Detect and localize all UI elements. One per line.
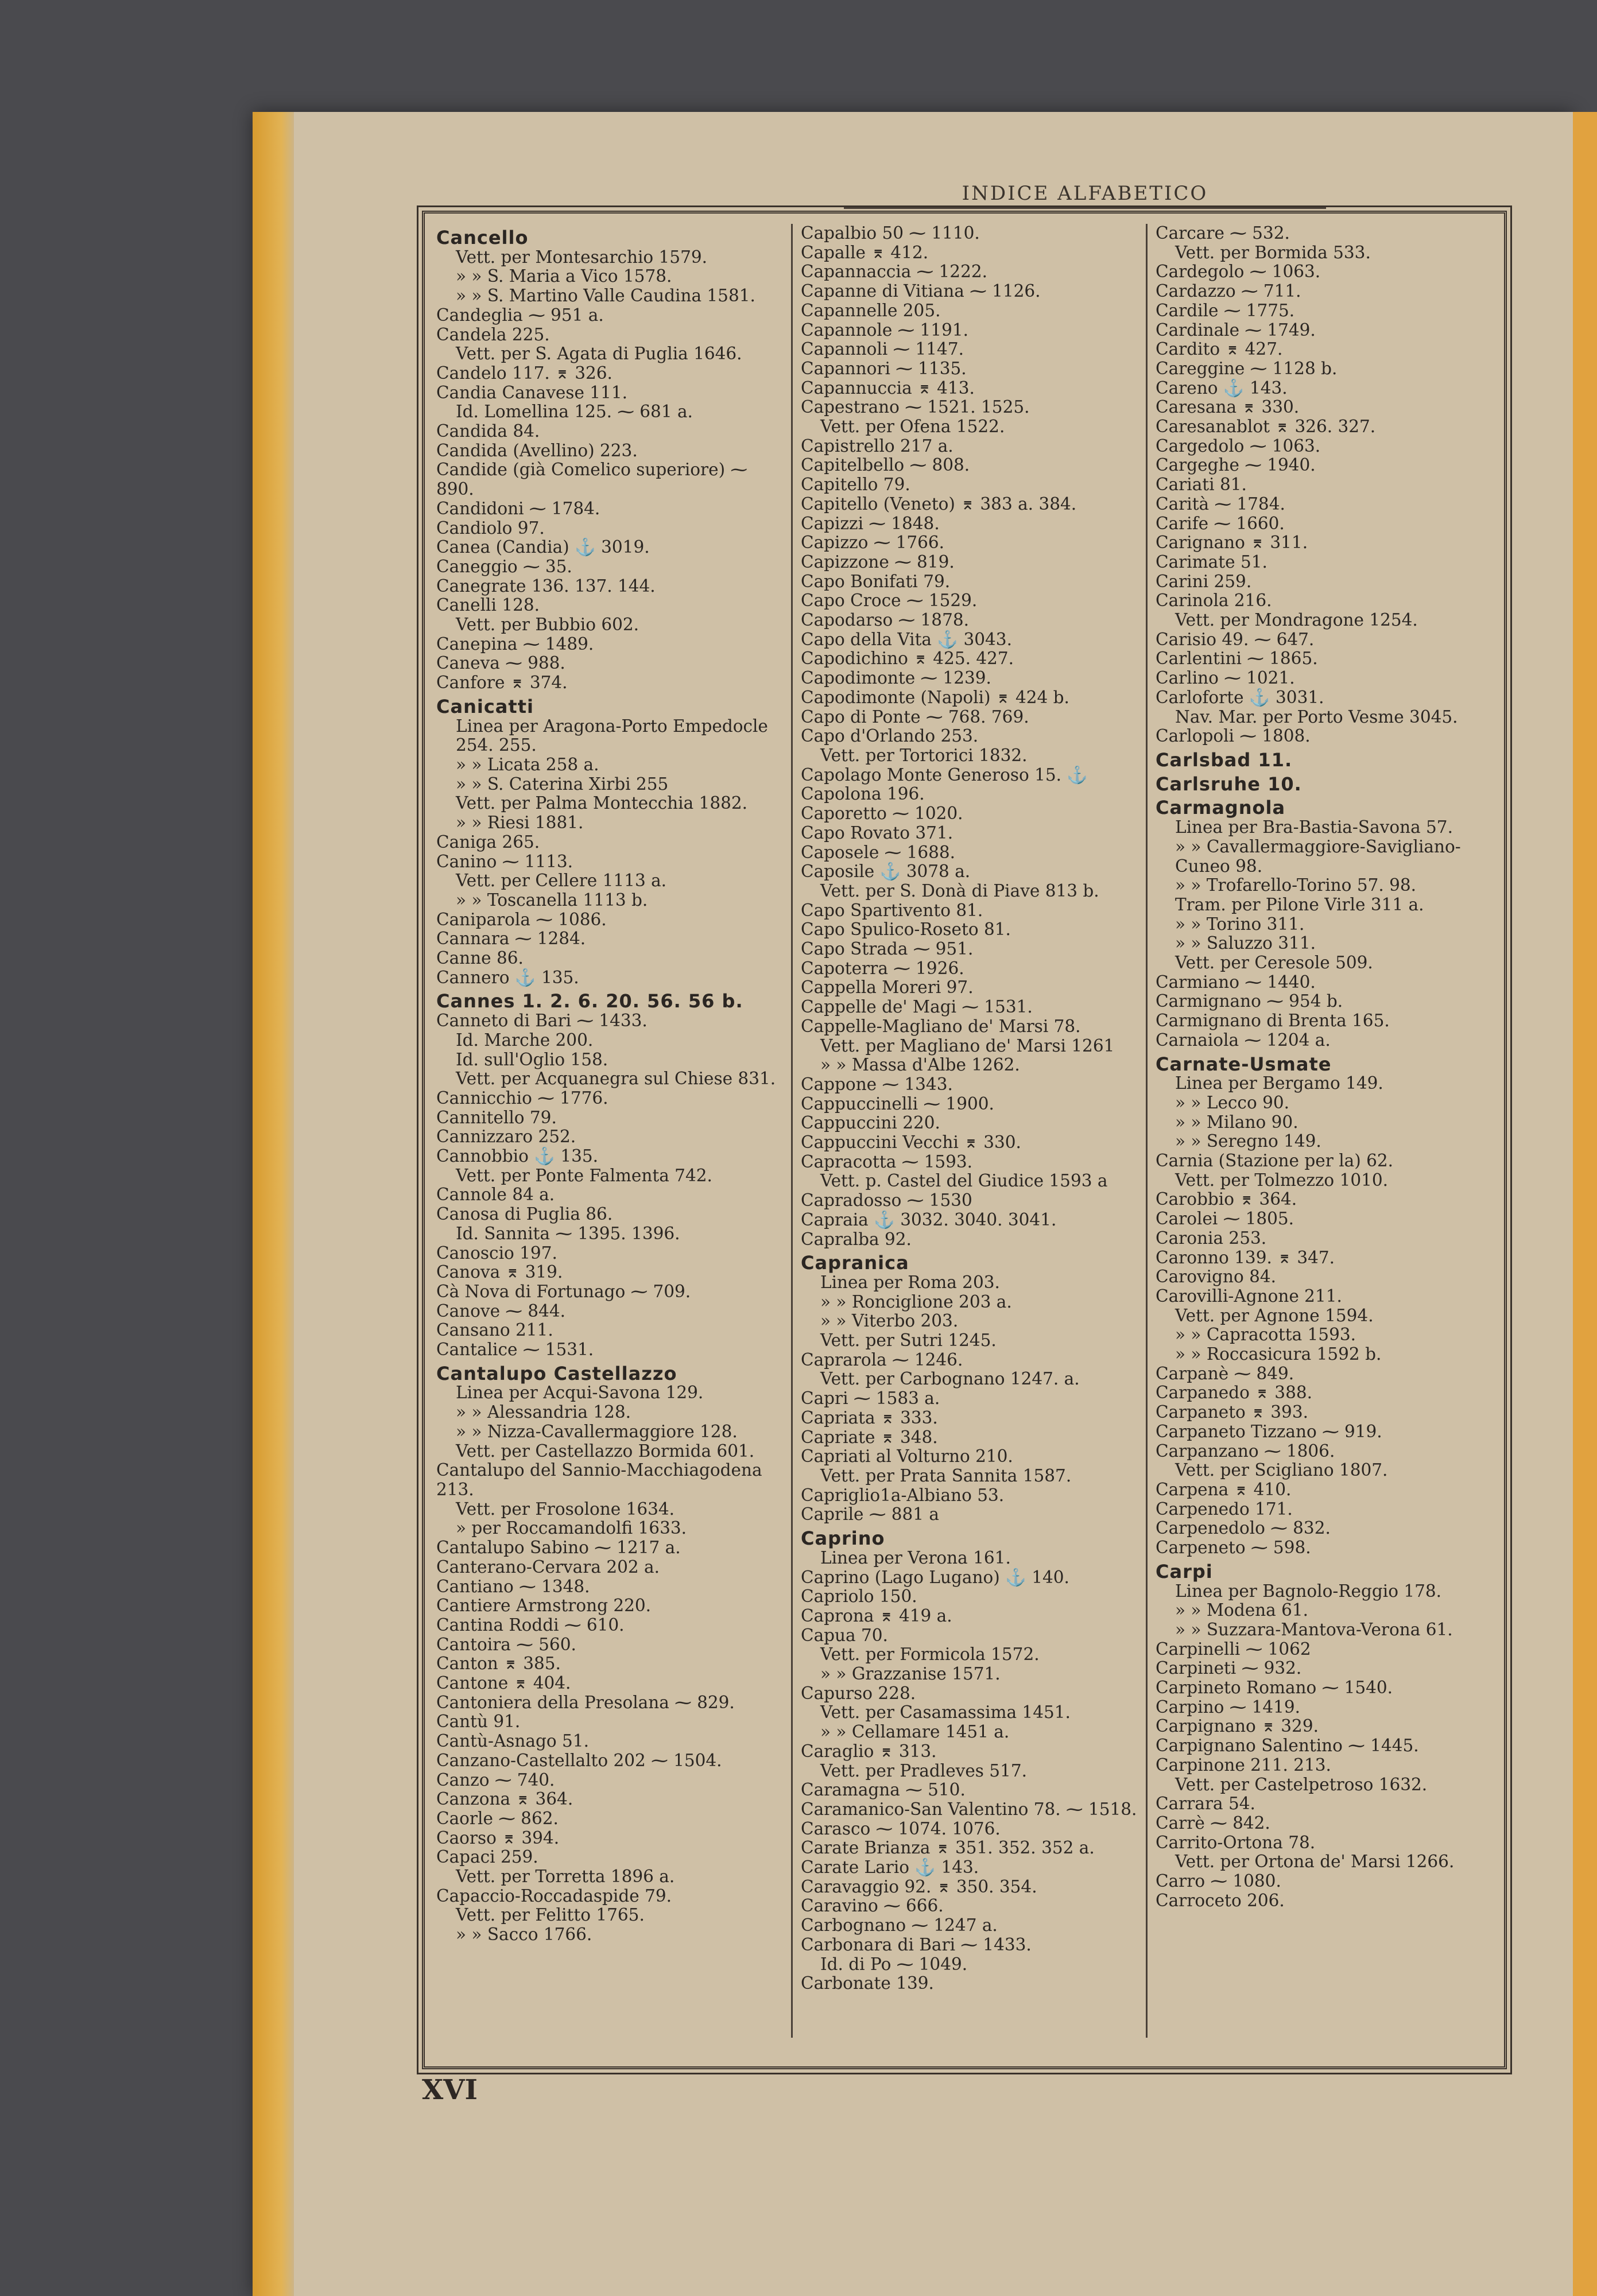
index-entry: Cardinale ⁓ 1749.	[1156, 320, 1316, 340]
index-entry: Caramanico-San Valentino 78. ⁓ 1518.	[801, 1799, 1137, 1819]
index-entry: Cannitello 79.	[436, 1107, 557, 1127]
index-entry: Carrito-Ortona 78.	[1156, 1832, 1316, 1852]
index-entry: » » Trofarello-Torino 57. 98.	[1175, 875, 1417, 895]
index-entry: Canea (Candia) ⚓ 3019.	[436, 537, 650, 557]
index-heading: Cantalupo Castellazzo	[436, 1362, 677, 1384]
index-entry: Caravaggio 92. ⌆ 350. 354.	[801, 1876, 1037, 1896]
index-entry: Capodarso ⁓ 1878.	[801, 610, 969, 630]
index-entry: Cardito ⌆ 427.	[1156, 339, 1283, 359]
index-entry: Vett. per Frosolone 1634.	[456, 1499, 675, 1519]
index-entry: Capizzi ⁓ 1848.	[801, 513, 940, 533]
index-entry: Capodimonte (Napoli) ⌆ 424 b.	[801, 687, 1069, 707]
index-entry: Capolago Monte Generoso 15. ⚓	[801, 765, 1088, 785]
index-entry: » » Suzzara-Mantova-Verona 61.	[1175, 1619, 1453, 1639]
index-entry: Capradosso ⁓ 1530	[801, 1190, 972, 1211]
index-entry: Vett. per Castelpetroso 1632.	[1175, 1774, 1428, 1794]
index-entry: Vett. per Magliano de' Marsi 1261	[820, 1035, 1115, 1056]
index-entry: Carpaneto Tizzano ⁓ 919.	[1156, 1421, 1382, 1441]
index-entry: Cannara ⁓ 1284.	[436, 929, 586, 949]
index-entry: Carate Lario ⚓ 143.	[801, 1857, 979, 1878]
index-entry: Caronno 139. ⌆ 347.	[1156, 1247, 1335, 1267]
index-entry: Carrara 54.	[1156, 1794, 1255, 1814]
index-heading: Cancello	[436, 227, 529, 249]
index-entry: Carloforte ⚓ 3031.	[1156, 687, 1324, 707]
index-entry: Vett. per S. Donà di Piave 813 b.	[820, 881, 1099, 901]
index-entry: Capracotta ⁓ 1593.	[801, 1151, 973, 1172]
index-entry: » » Toscanella 1113 b.	[456, 890, 648, 910]
index-entry: Vett. per Carbognano 1247. a.	[820, 1369, 1080, 1389]
index-heading: Carlsruhe 10.	[1156, 773, 1302, 795]
index-entry: » » Ronciglione 203 a.	[820, 1292, 1012, 1312]
index-entry: Cà Nova di Fortunago ⁓ 709.	[436, 1281, 691, 1301]
index-entry: Carlopoli ⁓ 1808.	[1156, 726, 1311, 746]
index-entry: Carcare ⁓ 532.	[1156, 223, 1290, 243]
index-entry: Candide (già Comelico superiore) ⁓ 890.	[436, 460, 748, 499]
index-entry: Canove ⁓ 844.	[436, 1301, 565, 1321]
index-entry: Capri ⁓ 1583 a.	[801, 1389, 940, 1409]
index-entry: Carpanè ⁓ 849.	[1156, 1363, 1294, 1383]
index-entry: Caprona ⌆ 419 a.	[801, 1605, 952, 1626]
index-entry: Capo Croce ⁓ 1529.	[801, 591, 978, 611]
index-entry: Capo di Ponte ⁓ 768. 769.	[801, 707, 1029, 727]
index-entry: Canzona ⌆ 364.	[436, 1789, 573, 1809]
index-entry: Vett. per Ponte Falmenta 742.	[456, 1165, 712, 1185]
index-entry: » » Lecco 90.	[1175, 1092, 1289, 1112]
index-entry: Canneto di Bari ⁓ 1433.	[436, 1011, 648, 1031]
index-entry: Cantalice ⁓ 1531.	[436, 1340, 594, 1360]
index-entry: Canova ⌆ 319.	[436, 1262, 563, 1282]
index-entry: Carovilli-Agnone 211.	[1156, 1286, 1342, 1306]
index-entry: » » Alessandria 128.	[456, 1402, 631, 1422]
index-entry: » » S. Maria a Vico 1578.	[456, 266, 672, 286]
index-entry: Vett. per Ortona de' Marsi 1266.	[1175, 1852, 1455, 1872]
index-entry: Tram. per Pilone Virle 311 a.	[1175, 894, 1424, 914]
index-entry: Capitello (Veneto) ⌆ 383 a. 384.	[801, 494, 1077, 514]
index-entry: Capannole ⁓ 1191.	[801, 320, 968, 340]
index-entry: Carroceto 206.	[1156, 1890, 1285, 1910]
index-entry: Caravino ⁓ 666.	[801, 1896, 944, 1916]
index-entry: Carmiano ⁓ 1440.	[1156, 972, 1316, 992]
index-entry: Capo Spartivento 81.	[801, 900, 983, 920]
index-entry: Id. di Po ⁓ 1049.	[820, 1954, 968, 1974]
index-entry: Capolona 196.	[801, 784, 925, 804]
index-heading: Capranica	[801, 1252, 909, 1274]
index-entry: Canosa di Puglia 86.	[436, 1204, 613, 1224]
index-entry: » » S. Martino Valle Caudina 1581.	[456, 286, 755, 306]
index-entry: Caneva ⁓ 988.	[436, 653, 565, 673]
index-entry: » » Riesi 1881.	[456, 813, 584, 833]
index-entry: Carpinelli ⁓ 1062	[1156, 1639, 1311, 1659]
index-entry: Caramagna ⁓ 510.	[801, 1780, 966, 1800]
index-entry: Carpignano ⌆ 329.	[1156, 1716, 1319, 1736]
index-entry: » » S. Caterina Xirbi 255	[456, 774, 669, 794]
index-entry: Vett. per Cellere 1113 a.	[456, 871, 667, 891]
index-entry: Carnaiola ⁓ 1204 a.	[1156, 1030, 1331, 1050]
index-entry: Capannuccia ⌆ 413.	[801, 378, 975, 398]
index-entry: » » Torino 311.	[1175, 914, 1305, 934]
index-entry: Caprarola ⁓ 1246.	[801, 1349, 963, 1370]
index-entry: » » Saluzzo 311.	[1175, 933, 1316, 953]
index-entry: Caneggio ⁓ 35.	[436, 556, 572, 576]
index-entry: Capralba 92.	[801, 1229, 912, 1249]
index-entry: Carpinone 211. 213.	[1156, 1755, 1331, 1775]
index-heading: Canicatti	[436, 695, 534, 718]
index-entry: Vett. per Palma Montecchia 1882.	[456, 793, 747, 813]
index-entry: Carpanzano ⁓ 1806.	[1156, 1441, 1335, 1461]
index-entry: Carignano ⌆ 311.	[1156, 533, 1308, 553]
index-entry: Carovigno 84.	[1156, 1267, 1277, 1287]
page-header: INDICE ALFABETICO	[844, 182, 1326, 209]
index-entry: Vett. per Casamassima 1451.	[820, 1702, 1071, 1723]
index-entry: Cantalupo Sabino ⁓ 1217 a.	[436, 1538, 681, 1558]
index-heading: Carlsbad 11.	[1156, 748, 1293, 771]
index-entry: Carpenedolo ⁓ 832.	[1156, 1518, 1331, 1538]
index-entry: Carpanedo ⌆ 388.	[1156, 1383, 1312, 1403]
index-column-3	[1146, 224, 1500, 2038]
index-entry: » » Modena 61.	[1175, 1600, 1309, 1620]
index-entry: Capalle ⌆ 412.	[801, 242, 929, 262]
index-entry: Carini 259.	[1156, 571, 1252, 591]
index-entry: Cantina Roddi ⁓ 610.	[436, 1615, 625, 1635]
index-entry: » » Milano 90.	[1175, 1112, 1298, 1132]
index-entry: Linea per Bagnolo-Reggio 178.	[1175, 1581, 1442, 1601]
index-entry: Caniga 265.	[436, 832, 540, 852]
index-entry: Canoscio 197.	[436, 1243, 557, 1263]
index-entry: Cantalupo del Sannio-Macchiagodena 213.	[436, 1460, 762, 1499]
index-entry: Vett. per Castellazzo Bormida 601.	[456, 1441, 755, 1461]
index-entry: Capaccio-Roccadaspide 79.	[436, 1886, 672, 1906]
index-entry: Canegrate 136. 137. 144.	[436, 576, 656, 596]
index-entry: Carpaneto ⌆ 393.	[1156, 1402, 1308, 1422]
index-entry: Capoterra ⁓ 1926.	[801, 958, 964, 978]
index-entry: Vett. per Ofena 1522.	[820, 417, 1005, 437]
index-entry: Vett. per Formicola 1572.	[820, 1645, 1040, 1665]
index-entry: Cannobbio ⚓ 135.	[436, 1146, 599, 1166]
index-entry: Carisio 49. ⁓ 647.	[1156, 629, 1315, 649]
index-entry: Vett. per Pradleves 517.	[820, 1760, 1027, 1781]
index-entry: Capriata ⌆ 333.	[801, 1407, 938, 1428]
index-entry: Linea per Roma 203.	[820, 1272, 1000, 1292]
index-entry: Carasco ⁓ 1074. 1076.	[801, 1818, 1001, 1839]
index-entry: Careggine ⁓ 1128 b.	[1156, 358, 1338, 378]
index-entry: Cargeghe ⁓ 1940.	[1156, 455, 1316, 475]
index-entry: Cardazzo ⁓ 711.	[1156, 281, 1301, 301]
index-entry: Capriglio1a-Albiano 53.	[801, 1485, 1005, 1505]
index-entry: Cantone ⌆ 404.	[436, 1673, 571, 1693]
index-entry: Candeglia ⁓ 951 a.	[436, 305, 604, 325]
index-entry: Cariati 81.	[1156, 475, 1247, 495]
index-entry: Capannori ⁓ 1135.	[801, 358, 967, 378]
index-entry: Vett. per Ceresole 509.	[1175, 953, 1373, 973]
index-entry: Cansano 211.	[436, 1320, 553, 1340]
index-entry: Carpineto Romano ⁓ 1540.	[1156, 1678, 1393, 1698]
index-entry: Id. Sannita ⁓ 1395. 1396.	[456, 1223, 680, 1243]
index-entry: Carlino ⁓ 1021.	[1156, 668, 1295, 688]
index-heading: Carnate-Usmate	[1156, 1053, 1332, 1075]
index-entry: Vett. per Torretta 1896 a.	[456, 1867, 675, 1887]
index-entry: Cannicchio ⁓ 1776.	[436, 1088, 608, 1108]
index-entry: Capizzo ⁓ 1766.	[801, 533, 945, 553]
index-entry: Canepina ⁓ 1489.	[436, 634, 594, 654]
index-entry: Capodimonte ⁓ 1239.	[801, 668, 991, 688]
index-entry: Capistrello 217 a.	[801, 436, 953, 456]
index-column-2	[791, 224, 1139, 2038]
index-entry: Carolei ⁓ 1805.	[1156, 1209, 1294, 1229]
index-entry: Vett. per Agnone 1594.	[1175, 1305, 1374, 1325]
index-entry: » » Massa d'Albe 1262.	[820, 1055, 1020, 1075]
index-entry: Linea per Verona 161.	[820, 1548, 1011, 1568]
index-entry: Id. sull'Oglio 158.	[456, 1049, 608, 1069]
index-entry: » per Roccamandolfi 1633.	[456, 1518, 687, 1538]
index-entry: Capestrano ⁓ 1521. 1525.	[801, 397, 1030, 417]
index-entry: Canne 86.	[436, 948, 524, 968]
book-page	[253, 112, 1573, 2296]
index-entry: Canterano-Cervara 202 a.	[436, 1557, 660, 1577]
index-entry: Vett. per Scigliano 1807.	[1175, 1460, 1388, 1480]
index-entry: Id. Lomellina 125. ⁓ 681 a.	[456, 402, 693, 422]
index-entry: Vett. per Tortorici 1832.	[820, 745, 1028, 765]
index-entry: Vett. per Bormida 533.	[1175, 242, 1371, 262]
index-entry: Caraglio ⌆ 313.	[801, 1741, 937, 1761]
index-entry: Carpenedo 171.	[1156, 1499, 1293, 1519]
index-entry: Capo Strada ⁓ 951.	[801, 939, 974, 959]
index-entry: Capannaccia ⁓ 1222.	[801, 262, 987, 282]
index-heading: Carpi	[1156, 1560, 1213, 1583]
index-frame	[422, 211, 1507, 2069]
index-entry: Capriate ⌆ 348.	[801, 1427, 938, 1447]
index-heading: Caprino	[801, 1527, 885, 1550]
index-entry: Carnia (Stazione per la) 62.	[1156, 1151, 1394, 1171]
index-entry: Cannizzaro 252.	[436, 1127, 576, 1147]
index-entry: Caorso ⌆ 394.	[436, 1828, 560, 1848]
index-entry: Capitelbello ⁓ 808.	[801, 455, 970, 475]
index-heading: Cannes 1. 2. 6. 20. 56. 56 b.	[436, 990, 743, 1013]
index-entry: » » Capracotta 1593.	[1175, 1325, 1356, 1345]
index-entry: Vett. per Montesarchio 1579.	[456, 247, 707, 267]
index-entry: Carate Brianza ⌆ 351. 352. 352 a.	[801, 1838, 1095, 1858]
index-entry: Carife ⁓ 1660.	[1156, 513, 1285, 533]
index-entry: Cardegolo ⁓ 1063.	[1156, 262, 1321, 282]
index-entry: » » Licata 258 a.	[456, 754, 599, 774]
index-entry: Capitello 79.	[801, 475, 910, 495]
index-entry: Cappone ⁓ 1343.	[801, 1074, 953, 1094]
index-heading: Carmagnola	[1156, 797, 1286, 819]
index-entry: Canfore ⌆ 374.	[436, 673, 568, 693]
index-entry: Capurso 228.	[801, 1683, 916, 1703]
index-entry: Caposile ⚓ 3078 a.	[801, 862, 971, 882]
index-entry: Capannoli ⁓ 1147.	[801, 339, 964, 359]
index-entry: Caniparola ⁓ 1086.	[436, 909, 607, 929]
index-entry: » » Cellamare 1451 a.	[820, 1722, 1010, 1742]
index-entry: Candia Canavese 111.	[436, 382, 627, 402]
index-entry: Cappelle-Magliano de' Marsi 78.	[801, 1016, 1081, 1036]
index-entry: Capo Rovato 371.	[801, 823, 953, 843]
index-entry: Vett. per Tolmezzo 1010.	[1175, 1170, 1389, 1190]
index-entry: Capannelle 205.	[801, 300, 941, 320]
index-entry: Vett. per Bubbio 602.	[456, 615, 639, 635]
index-entry: Careno ⚓ 143.	[1156, 378, 1288, 398]
index-entry: Cantiere Armstrong 220.	[436, 1596, 652, 1616]
index-entry: Id. Marche 200.	[456, 1030, 594, 1050]
index-entry: » » Roccasicura 1592 b.	[1175, 1344, 1382, 1364]
index-entry: Canton ⌆ 385.	[436, 1654, 561, 1674]
index-entry: Cappuccini Vecchi ⌆ 330.	[801, 1133, 1021, 1153]
index-entry: Capraia ⚓ 3032. 3040. 3041.	[801, 1209, 1057, 1230]
index-entry: Linea per Acqui-Savona 129.	[456, 1383, 704, 1403]
index-entry: Canzo ⁓ 740.	[436, 1770, 555, 1790]
index-entry: Cantù-Asnago 51.	[436, 1731, 589, 1751]
index-entry: Capriati al Volturno 210.	[801, 1446, 1013, 1467]
index-entry: Capalbio 50 ⁓ 1110.	[801, 223, 980, 243]
index-entry: Capo d'Orlando 253.	[801, 726, 979, 746]
index-entry: Canelli 128.	[436, 595, 540, 615]
index-entry: Capaci 259.	[436, 1847, 538, 1867]
index-entry: Carimate 51.	[1156, 552, 1267, 572]
index-entry: Vett. p. Castel del Giudice 1593 a	[820, 1171, 1108, 1191]
page-edge	[1573, 112, 1597, 2296]
index-entry: Carpino ⁓ 1419.	[1156, 1697, 1301, 1717]
index-entry: Carobbio ⌆ 364.	[1156, 1189, 1297, 1209]
index-entry: Cantoniera della Presolana ⁓ 829.	[436, 1692, 735, 1712]
index-entry: Candidoni ⁓ 1784.	[436, 498, 600, 518]
index-entry: Carmignano di Brenta 165.	[1156, 1011, 1390, 1031]
index-entry: Nav. Mar. per Porto Vesme 3045.	[1175, 707, 1458, 727]
index-entry: Cantoira ⁓ 560.	[436, 1634, 576, 1654]
index-entry: Linea per Bra-Bastia-Savona 57.	[1175, 817, 1453, 837]
index-entry: Linea per Bergamo 149.	[1175, 1073, 1383, 1093]
index-entry: Capo Spulico-Roseto 81.	[801, 920, 1011, 940]
index-entry: Linea per Aragona-Porto Empedocle 254. 255.	[456, 716, 768, 755]
index-entry: Caposele ⁓ 1688.	[801, 842, 956, 862]
index-entry: » » Seregno 149.	[1175, 1131, 1321, 1151]
index-entry: Caprile ⁓ 881 a	[801, 1504, 939, 1525]
index-entry: Candela 225.	[436, 324, 550, 344]
index-entry: Carlentini ⁓ 1865.	[1156, 649, 1318, 669]
index-entry: Caresanablot ⌆ 326. 327.	[1156, 417, 1376, 437]
index-column-1	[436, 224, 775, 1945]
index-entry: Capua 70.	[801, 1625, 888, 1645]
index-entry: Carpena ⌆ 410.	[1156, 1480, 1292, 1499]
index-entry: Cappella Moreri 97.	[801, 978, 974, 998]
index-entry: Vett. per S. Agata di Puglia 1646.	[456, 344, 742, 364]
index-entry: Carità ⁓ 1784.	[1156, 494, 1285, 514]
index-entry: Carpignano Salentino ⁓ 1445.	[1156, 1736, 1419, 1756]
index-entry: Vett. per Sutri 1245.	[820, 1331, 997, 1351]
index-entry: Candida 84.	[436, 421, 540, 441]
index-entry: Capo della Vita ⚓ 3043.	[801, 629, 1012, 649]
index-entry: Caresana ⌆ 330.	[1156, 397, 1300, 417]
index-entry: Canino ⁓ 1113.	[436, 851, 573, 871]
index-entry: Cappuccini 220.	[801, 1113, 940, 1133]
index-entry: Carrè ⁓ 842.	[1156, 1813, 1270, 1833]
index-entry: Capodichino ⌆ 425. 427.	[801, 649, 1014, 669]
index-entry: Cappelle de' Magi ⁓ 1531.	[801, 997, 1033, 1017]
index-entry: Capizzone ⁓ 819.	[801, 552, 955, 572]
index-entry: Candida (Avellino) 223.	[436, 440, 638, 460]
index-entry: Cannero ⚓ 135.	[436, 967, 579, 987]
index-entry: Vett. per Prata Sannita 1587.	[820, 1466, 1072, 1486]
index-entry: Caorle ⁓ 862.	[436, 1808, 559, 1828]
index-entry: » » Grazzanise 1571.	[820, 1664, 1001, 1684]
index-entry: Carro ⁓ 1080.	[1156, 1871, 1281, 1891]
index-entry: Vett. per Mondragone 1254.	[1175, 610, 1418, 630]
index-entry: Carpineti ⁓ 932.	[1156, 1658, 1302, 1678]
index-entry: Canzano-Castellalto 202 ⁓ 1504.	[436, 1750, 722, 1770]
index-entry: Cannole 84 a.	[436, 1185, 555, 1205]
index-entry: Carbognano ⁓ 1247 a.	[801, 1915, 998, 1936]
index-entry: Vett. per Acquanegra sul Chiese 831.	[456, 1069, 776, 1089]
index-entry: Caronia 253.	[1156, 1228, 1267, 1248]
index-entry: » » Cavallermaggiore-Savigliano-Cuneo 98.	[1175, 836, 1461, 876]
index-entry: Capo Bonifati 79.	[801, 571, 951, 591]
page-number: XVI	[422, 2074, 478, 2106]
index-entry: Cardile ⁓ 1775.	[1156, 300, 1295, 320]
index-entry: » » Viterbo 203.	[820, 1311, 959, 1331]
index-entry: Carmignano ⁓ 954 b.	[1156, 991, 1343, 1011]
index-entry: Carbonate 139.	[801, 1973, 934, 1994]
index-entry: Cargedolo ⁓ 1063.	[1156, 436, 1321, 456]
index-entry: Cappuccinelli ⁓ 1900.	[801, 1093, 994, 1114]
index-entry: Caporetto ⁓ 1020.	[801, 804, 963, 824]
index-entry: Vett. per Felitto 1765.	[456, 1905, 645, 1925]
index-entry: Carinola 216.	[1156, 591, 1272, 611]
index-entry: Cantù 91.	[436, 1712, 521, 1732]
index-entry: Carbonara di Bari ⁓ 1433.	[801, 1934, 1032, 1954]
index-entry: Cantiano ⁓ 1348.	[436, 1576, 590, 1596]
index-entry: Caprino (Lago Lugano) ⚓ 140.	[801, 1567, 1069, 1587]
index-entry: Carpeneto ⁓ 598.	[1156, 1538, 1311, 1558]
index-entry: Capanne di Vitiana ⁓ 1126.	[801, 281, 1041, 301]
index-entry: Candiolo 97.	[436, 518, 545, 538]
index-entry: » » Nizza-Cavallermaggiore 128.	[456, 1421, 738, 1441]
index-entry: Candelo 117. ⌆ 326.	[436, 363, 613, 383]
index-entry: » » Sacco 1766.	[456, 1925, 592, 1945]
index-entry: Capriolo 150.	[801, 1587, 917, 1607]
